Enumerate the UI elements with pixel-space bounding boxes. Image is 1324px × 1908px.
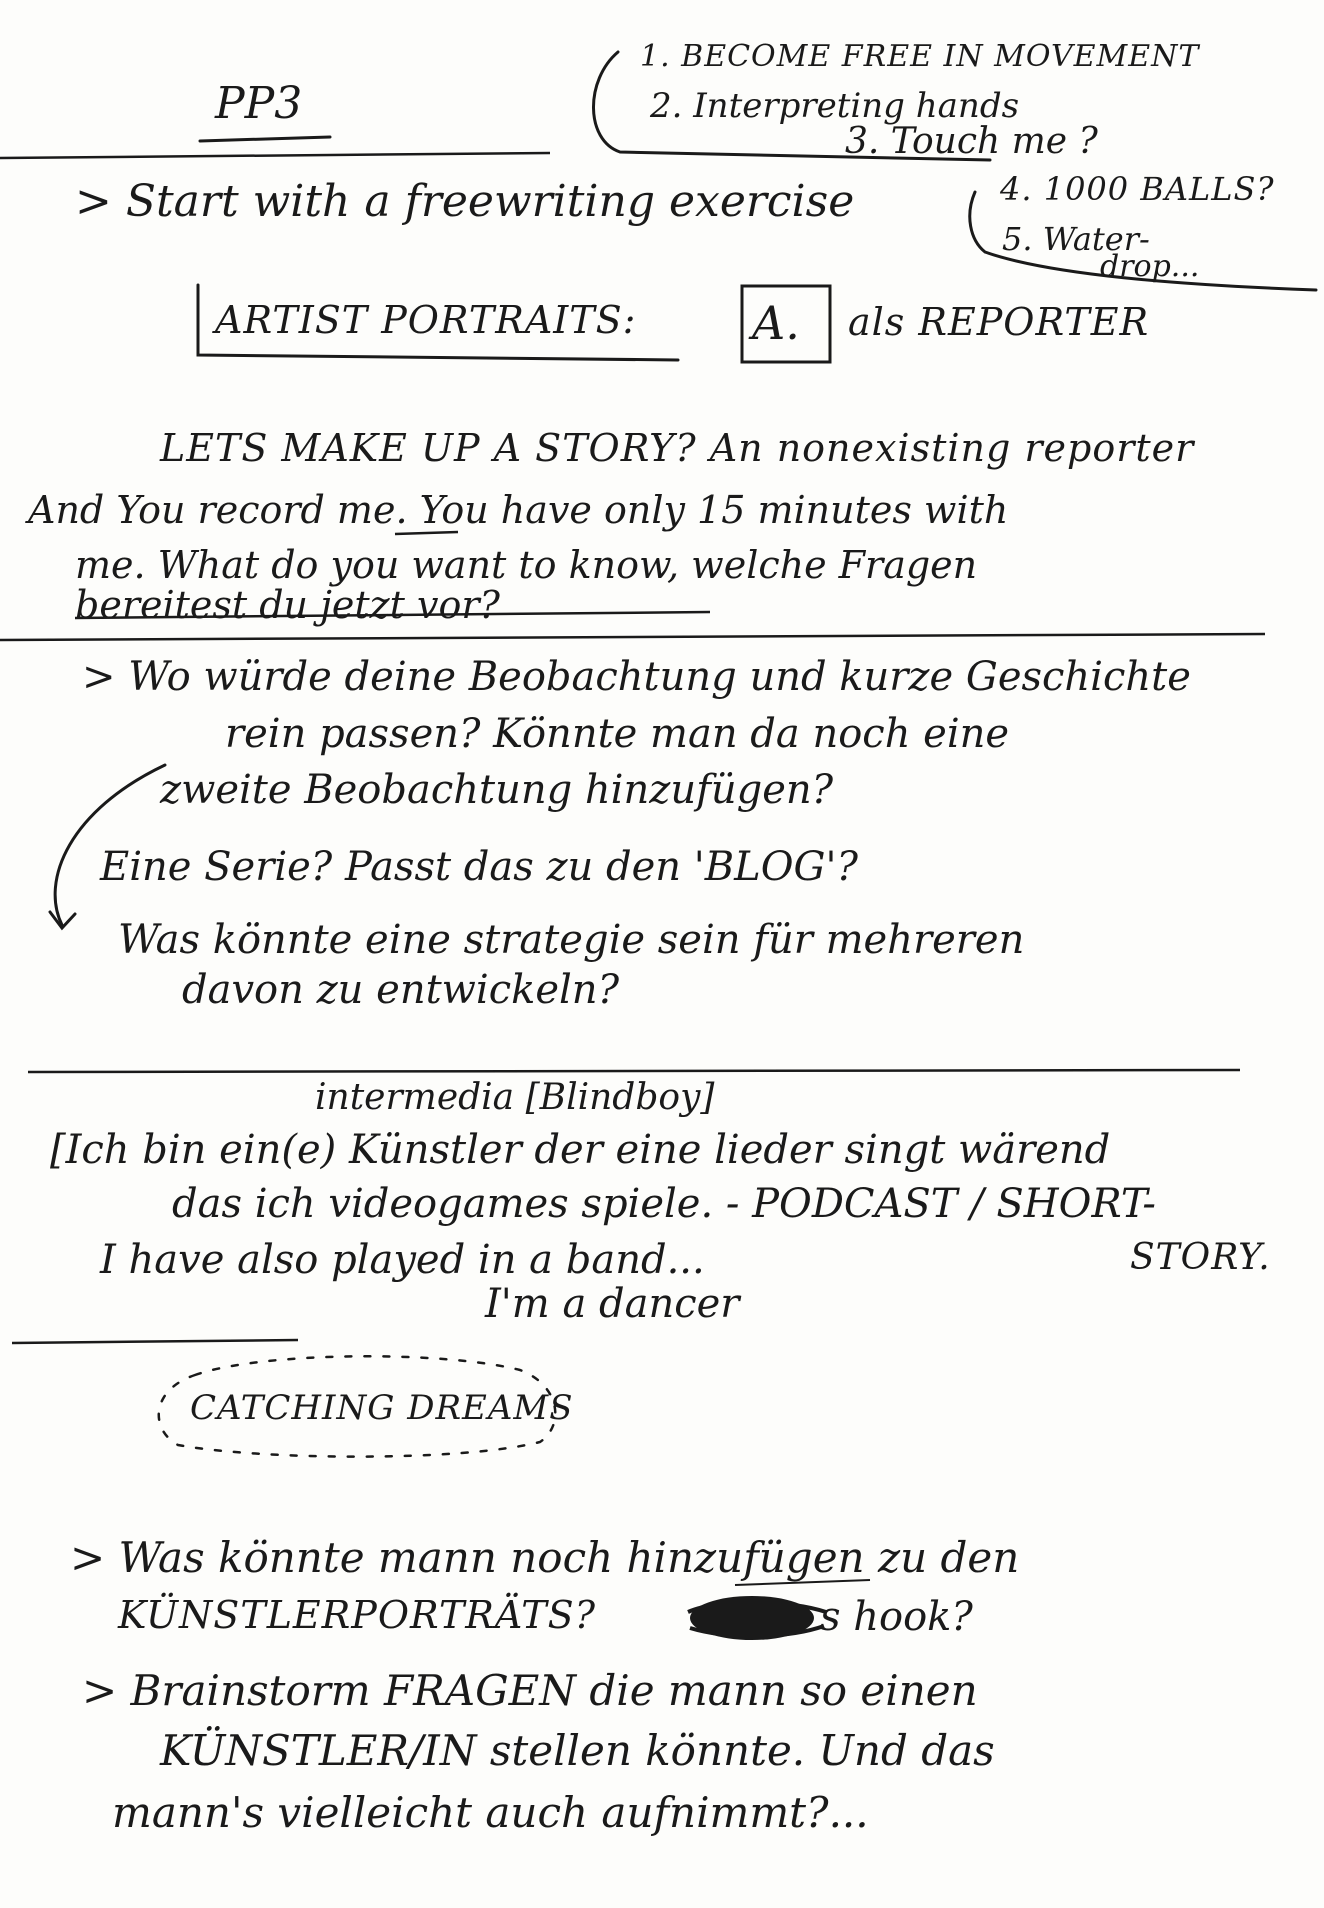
question-line-6: davon zu entwickeln?	[182, 967, 620, 1013]
boxed-letter: A.	[752, 296, 800, 350]
intermedia-line-1: [Ich bin ein(e) Künstler der eine lieder singt wärend	[50, 1127, 1111, 1173]
closing-line-5: mann's vielleicht auch aufnimmt?...	[112, 1788, 869, 1837]
question-line-4: Eine Serie? Passt das zu den 'BLOG'?	[100, 844, 858, 890]
story-line-2: And You record me. You have only 15 minutes with	[28, 488, 1009, 532]
list-item-5-cont: drop...	[1100, 249, 1200, 284]
intermedia-label: intermedia [Blindboy]	[315, 1077, 715, 1118]
intermedia-line-2: das ich videogames spiele. - PODCAST / SHORT-	[172, 1181, 1156, 1227]
closing-line-3: > Brainstorm FRAGEN die mann so einen	[82, 1666, 978, 1715]
question-line-1: > Wo würde deine Beobachtung und kurze Geschichte	[82, 654, 1191, 700]
closing-line-4: KÜNSTLER/IN stellen könnte. Und das	[160, 1726, 995, 1775]
question-line-3: zweite Beobachtung hinzufügen?	[160, 767, 834, 813]
page-title: PP3	[215, 78, 303, 129]
list-item-1: 1. BECOME FREE IN MOVEMENT	[640, 39, 1200, 74]
artist-portraits-subtitle: als REPORTER	[848, 300, 1150, 344]
intermedia-line-3: I have also played in a band...	[100, 1237, 705, 1283]
list-item-5: 5. Water-	[1002, 220, 1150, 258]
question-line-2: rein passen? Könnte man da noch eine	[225, 711, 1010, 757]
scribbled-out-word	[688, 1596, 826, 1640]
closing-line-1: > Was könnte mann noch hinzufügen zu den	[70, 1533, 1020, 1582]
list-item-2: 2. Interpreting hands	[650, 86, 1020, 126]
story-line-4: bereitest du jetzt vor?	[75, 583, 500, 627]
closing-line-2: KÜNSTLERPORTRÄTS?	[118, 1593, 597, 1637]
artist-portraits-heading: ARTIST PORTRAITS:	[215, 298, 637, 342]
intro-line: > Start with a freewriting exercise	[75, 176, 855, 227]
story-line-3: me. What do you want to know, welche Fragen	[75, 543, 978, 587]
catching-dreams-label: CATCHING DREAMS	[190, 1388, 574, 1428]
closing-line-2-end: s hook?	[820, 1594, 973, 1640]
list-item-4: 4. 1000 BALLS?	[1000, 170, 1275, 208]
intermedia-line-4: STORY.	[1130, 1237, 1271, 1278]
intermedia-line-5: I'm a dancer	[485, 1281, 740, 1327]
list-item-3: 3. Touch me ?	[845, 121, 1098, 162]
story-line-1: LETS MAKE UP A STORY? An nonexisting reporter	[160, 426, 1195, 470]
question-line-5: Was könnte eine strategie sein für mehreren	[118, 917, 1025, 963]
